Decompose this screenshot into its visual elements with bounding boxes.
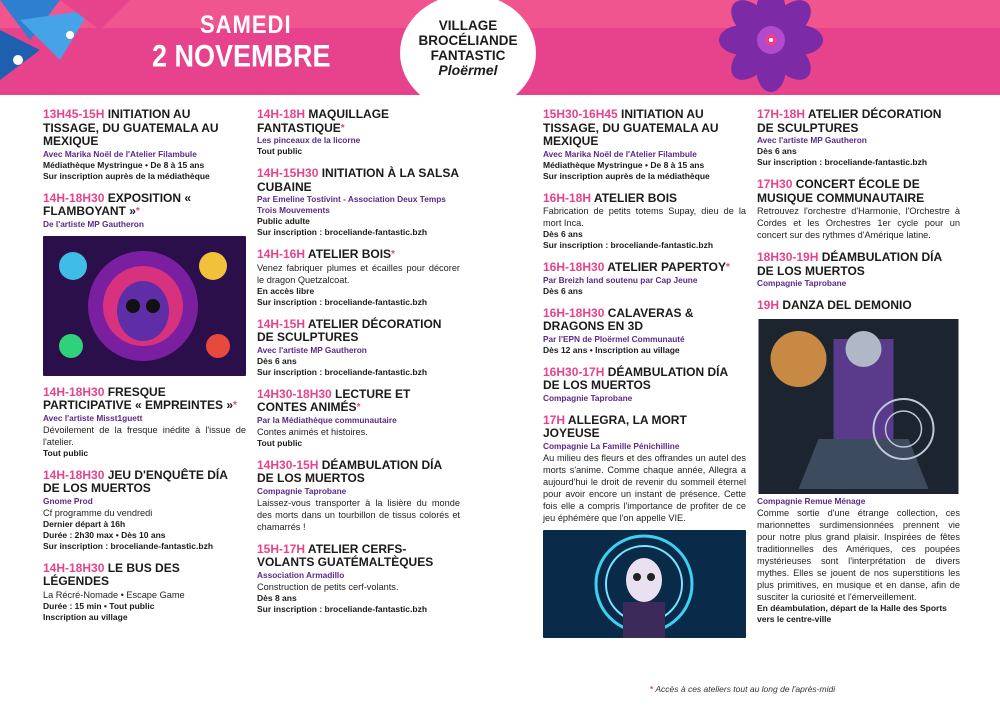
event-item [43, 386, 246, 459]
event-title: ATELIER DÉCORATION DE SCULPTURES [257, 316, 442, 344]
event-time: 15H30-16H45 [543, 107, 618, 121]
badge-line: BROCÉLIANDE [418, 33, 518, 48]
event-heading [257, 459, 460, 486]
event-heading [43, 192, 246, 219]
event-info: Tout public [43, 447, 89, 458]
asterisk-mark: * [356, 402, 361, 413]
event-info: Public adulte [257, 216, 310, 226]
event-info: Dès 6 ans [543, 285, 583, 296]
event-title: ATELIER BOIS [591, 190, 678, 205]
event-title: DANZA DEL DEMONIO [779, 298, 912, 312]
event-time: 16H-18H [543, 190, 592, 205]
event-title: MAQUILLAGE FANTASTIQUE [257, 107, 390, 135]
event-title: INITIATION AU TISSAGE, DU GUATEMALA AU MEXIQUE [543, 107, 719, 148]
event-info: Dès 6 ans [257, 355, 297, 366]
event-time: 14H-18H [257, 107, 306, 121]
papel-picado-decoration [0, 0, 150, 95]
event-organizer: Avec Marika Noël de l'Atelier Filambule [543, 148, 697, 159]
event-heading [257, 318, 460, 345]
event-organizer: Compagnie Taprobane [257, 485, 347, 496]
event-heading [543, 261, 746, 275]
event-title: ATELIER BOIS [305, 247, 392, 261]
badge-line: Ploërmel [438, 62, 498, 78]
event-description: Laissez-vous transporter à la lisière du monde des morts dans un tourbillon de tissus colorés et chamarrés ! [257, 497, 460, 532]
event-organizer: Par la Médiathèque communautaire [257, 414, 397, 425]
event-organizer: Compagnie Taprobane [757, 278, 847, 288]
danza-photo [757, 319, 960, 494]
event-heading [757, 299, 960, 313]
event-title: ALLEGRA, LA MORT JOYEUSE [543, 412, 687, 440]
event-time: 16H-18H30 [543, 305, 605, 320]
event-item [543, 192, 746, 252]
event-heading [543, 414, 746, 441]
event-time: 14H-15H30 [257, 166, 319, 180]
event-title: DÉAMBULATION DÍA DE LOS MUERTOS [757, 250, 942, 278]
event-heading [543, 192, 746, 206]
event-info: Sur inscription : broceliande-fantastic.bzh [757, 157, 928, 167]
event-description: La Récré-Nomade • Escape Game [43, 589, 185, 600]
event-title: INITIATION AU TISSAGE, DU GUATEMALA AU MEXIQUE [43, 107, 219, 148]
event-info: Médiathèque Mystringue • De 8 à 15 ans [43, 159, 205, 170]
event-info: Tout public [257, 146, 303, 156]
event-time: 14H-18H30 [43, 467, 105, 482]
event-heading [757, 178, 960, 205]
event-heading [543, 108, 746, 149]
asterisk-mark: * [340, 122, 345, 134]
event-info: Sur inscription auprès de la médiathèque [43, 170, 210, 181]
event-item [543, 366, 746, 404]
event-organizer: Avec l'artiste MP Gautheron [757, 135, 867, 145]
event-title: DÉAMBULATION DÍA DE LOS MUERTOS [257, 457, 442, 485]
event-item [757, 299, 960, 494]
event-description: Retrouvez l'orchestre d'Harmonie, l'Orchestre à Cordes et les Orchestres 1er cycle pour un concert sur des rythmes d'Amérique latine. [757, 206, 960, 240]
event-description: Venez fabriquer plumes et écailles pour décorer le dragon Quetzalcoat. [257, 262, 460, 285]
exhibition-photo [43, 236, 246, 376]
event-heading [257, 108, 460, 135]
event-organizer: Par Emeline Tostivint - Association Deux Temps Trois Mouvements [257, 194, 446, 215]
column-3 [543, 108, 746, 648]
event-item [257, 248, 460, 308]
event-item [43, 469, 246, 552]
event-description: Au milieu des fleurs et des offrandes un autel des morts s'anime. Comme chaque année, Allegra a aujourd'hui le droit de revenir du sommeil éternel pour avoir encore un instant de présence. Cette fois elle a compris l'importance de profiter de ce jeu éphémère que l'on appelle VIE. [543, 452, 746, 523]
event-time: 14H30-15H [257, 457, 319, 472]
event-organizer: Compagnie Taprobane [543, 392, 633, 403]
event-organizer: Par Breizh land soutenu par Cap Jeune [543, 274, 698, 285]
event-time: 18H30-19H [757, 250, 819, 264]
event-time: 14H-18H30 [43, 190, 105, 205]
event-heading [757, 251, 960, 278]
event-item [543, 108, 746, 182]
event-heading [43, 469, 246, 496]
event-heading [257, 543, 460, 570]
event-info: Sur inscription : broceliande-fantastic.bzh [43, 540, 214, 551]
event-info: En accès libre [257, 285, 315, 296]
event-info: Durée : 2h30 max • Dès 10 ans [43, 529, 166, 540]
event-heading [43, 108, 246, 149]
event-time: 17H-18H [757, 107, 806, 121]
event-title: DÉAMBULATION DÍA DE LOS MUERTOS [543, 364, 728, 392]
event-heading [43, 386, 246, 413]
allegra-photo [543, 530, 746, 638]
footnote [650, 684, 835, 694]
event-heading [257, 167, 460, 194]
asterisk-mark: * [725, 262, 730, 273]
event-title: EXPOSITION « FLAMBOYANT » [43, 190, 192, 218]
event-item [257, 318, 460, 378]
event-time: 16H30-17H [543, 364, 605, 379]
event-title: FRESQUE PARTICIPATIVE « EMPREINTES » [43, 384, 234, 412]
danza-details [757, 496, 960, 625]
event-heading [543, 366, 746, 393]
footnote-star: * [650, 684, 654, 694]
event-item [257, 388, 460, 449]
event-item [543, 414, 746, 638]
event-info: Dès 12 ans • Inscription au village [543, 344, 680, 355]
event-item [757, 251, 960, 289]
event-time: 17H30 [757, 177, 793, 191]
event-item [757, 108, 960, 168]
event-heading [543, 307, 746, 334]
event-title: CONCERT ÉCOLE DE MUSIQUE COMMUNAUTAIRE [757, 177, 925, 205]
event-item [543, 307, 746, 356]
village-badge [400, 0, 536, 95]
event-info: Sur inscription : broceliande-fantastic.bzh [257, 603, 428, 614]
event-item [257, 543, 460, 615]
event-description: Dévoilement de la fresque inédite à l'issue de l'atelier. [43, 424, 246, 447]
event-info: vers le centre-ville [757, 613, 832, 624]
event-organizer: Par l'EPN de Ploërmel Communauté [543, 333, 685, 344]
event-info: Sur inscription : broceliande-fantastic.bzh [257, 296, 428, 307]
event-description: Contes animés et histoires. [257, 426, 368, 437]
event-info: Dès 8 ans [257, 592, 297, 603]
event-title: CALAVERAS & DRAGONS EN 3D [543, 305, 694, 333]
event-item [257, 108, 460, 157]
event-organizer: Avec l'artiste MP Gautheron [257, 344, 367, 355]
event-organizer: De l'artiste MP Gautheron [43, 218, 144, 229]
event-title: INITIATION À LA SALSA CUBAINE [257, 166, 459, 194]
event-title: LECTURE ET CONTES ANIMÉS [257, 386, 411, 414]
event-time: 13H45-15H [43, 107, 105, 121]
event-item [257, 459, 460, 533]
column-1 [43, 108, 246, 633]
event-item [543, 261, 746, 297]
event-title: ATELIER DÉCORATION DE SCULPTURES [757, 107, 942, 135]
event-heading [257, 248, 460, 262]
event-item [43, 192, 246, 376]
event-organizer: Association Armadillo [257, 569, 345, 580]
event-item [43, 108, 246, 182]
event-description: Comme sortie d'une étrange collection, ces marionnettes surdimensionnées prennent vie pour notre plus grand plaisir. Inspirées de fêtes traditionnelles des Amériques, ces poupées mystérieuses sont l'interprétation de divers mythes. Elles se jouent de nos superstitions les plus primitives, en musique et en danse, afin de susciter la curiosité et l'émerveillement. [757, 507, 960, 602]
event-item [43, 562, 246, 623]
page-title [152, 10, 331, 72]
event-title: ATELIER CERFS-VOLANTS GUATÉMALTÈQUES [257, 541, 434, 569]
event-time: 19H [757, 298, 780, 312]
asterisk-mark: * [135, 206, 140, 217]
event-heading [43, 562, 246, 589]
event-item [757, 178, 960, 241]
event-time: 14H-16H [257, 247, 306, 261]
event-info: Dès 6 ans [757, 146, 797, 156]
event-item [257, 167, 460, 238]
event-info: Sur inscription : broceliande-fantastic.bzh [257, 227, 428, 237]
event-info: Durée : 15 min • Tout public [43, 600, 155, 611]
event-info: Dès 6 ans [543, 229, 583, 239]
event-info: Médiathèque Mystringue • De 8 à 15 ans [543, 159, 705, 170]
event-time: 16H-18H30 [543, 260, 605, 274]
event-organizer: Gnome Prod [43, 495, 93, 506]
event-title: JEU D'ENQUÊTE DÍA DE LOS MUERTOS [43, 467, 228, 495]
event-info: Sur inscription auprès de la médiathèque [543, 170, 710, 181]
event-organizer: Avec l'artiste Misst1guett [43, 412, 143, 423]
event-organizer: Avec Marika Noël de l'Atelier Filambule [43, 148, 197, 159]
event-description: Cf programme du vendredi [43, 507, 153, 518]
event-title: ATELIER PAPERTOY [604, 260, 726, 274]
column-2 [257, 108, 460, 625]
event-info: Sur inscription : broceliande-fantastic.bzh [257, 366, 428, 377]
event-info: Dernier départ à 16h [43, 518, 126, 529]
event-time: 14H30-18H30 [257, 386, 332, 401]
date-label: 2 NOVEMBRE [152, 38, 331, 74]
event-info: Tout public [257, 437, 303, 448]
event-description: Construction de petits cerf-volants. [257, 581, 399, 592]
event-time: 14H-18H30 [43, 560, 105, 575]
event-time: 14H-15H [257, 316, 306, 331]
event-heading [257, 388, 460, 415]
event-organizer: Les pinceaux de la licorne [257, 135, 361, 145]
event-organizer: Compagnie Remue Ménage [757, 495, 866, 506]
column-4 [757, 108, 960, 625]
flower-icon [706, 0, 836, 95]
asterisk-mark: * [233, 400, 237, 411]
event-info: Inscription au village [43, 611, 128, 622]
asterisk-mark: * [391, 249, 395, 260]
event-heading [757, 108, 960, 135]
event-organizer: Compagnie La Famille Pénichilline [543, 440, 680, 451]
event-time: 14H-18H30 [43, 384, 105, 399]
event-time: 17H [543, 412, 566, 427]
badge-line: FANTASTIC [430, 48, 506, 63]
event-description: Fabrication de petits totems Supay, dieu de la mort Inca. [543, 206, 746, 228]
day-label: SAMEDI [200, 10, 292, 39]
footnote-text: Accès à ces ateliers tout au long de l'après-midi [655, 684, 836, 694]
event-title: LE BUS DES LÉGENDES [43, 560, 180, 588]
event-info: Sur inscription : broceliande-fantastic.bzh [543, 240, 714, 250]
event-time: 15H-17H [257, 541, 306, 556]
badge-line: VILLAGE [438, 18, 498, 33]
header-banner [0, 0, 1000, 95]
event-info: En déambulation, départ de la Halle des Sports [757, 602, 947, 613]
